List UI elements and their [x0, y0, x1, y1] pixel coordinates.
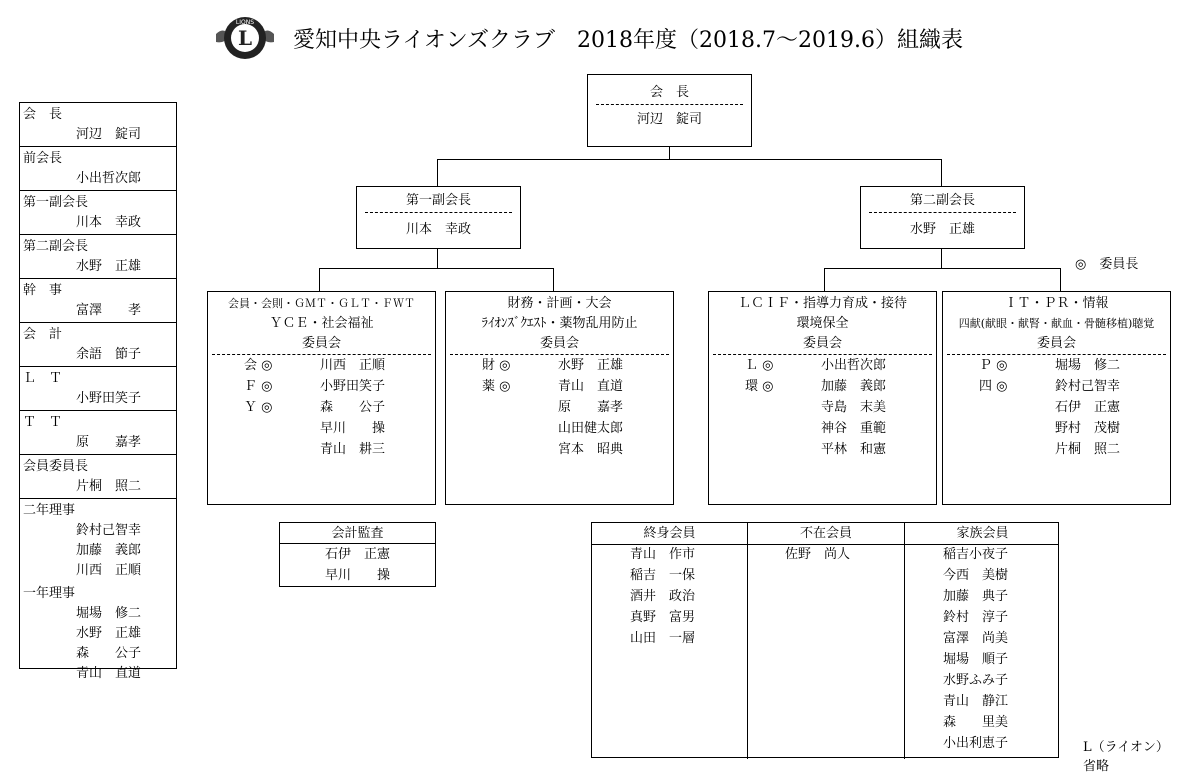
roster-group	[20, 411, 176, 455]
members-name: 今西 美樹	[943, 568, 1009, 583]
members-col-title: 家族会員	[956, 526, 1009, 541]
roster-group	[20, 279, 176, 323]
member-name: 寺島 末美	[821, 400, 887, 415]
members-table	[591, 522, 1059, 758]
committee-member	[943, 355, 1170, 376]
chair-mark: Ｌ ◎	[745, 358, 774, 373]
member-name: 小野田笑子	[320, 379, 386, 394]
committee-member	[446, 397, 673, 418]
president-name: 河辺 錠司	[636, 112, 702, 127]
roster-name: 余語 節子	[76, 347, 142, 362]
page-title	[0, 14, 1177, 62]
committee-member	[446, 439, 673, 460]
president-title: 会 長	[596, 75, 743, 105]
committee-title-line: 委員会	[1036, 336, 1076, 351]
roster-name: 富澤 孝	[76, 303, 142, 318]
committee-box	[445, 291, 674, 505]
committee-member	[709, 376, 936, 397]
committee-box	[207, 291, 436, 505]
roster-group	[20, 582, 176, 685]
roster-name: 原 嘉孝	[76, 435, 142, 450]
member-name: 野村 茂樹	[1055, 421, 1121, 436]
roster-role: 第一副会長	[23, 195, 89, 210]
committee-title-line: 財務・計画・大会	[507, 296, 612, 311]
members-name: 酒井 政治	[630, 589, 696, 604]
roster-name: 鈴村己智幸	[76, 523, 142, 538]
roster-role: 幹 事	[23, 283, 63, 298]
committee-member	[208, 376, 435, 397]
member-name: 小出哲次郎	[821, 358, 887, 373]
committee-member	[208, 418, 435, 439]
roster-name: 水野 正雄	[76, 259, 142, 274]
roster-group	[20, 103, 176, 147]
vice-president-2-name: 水野 正雄	[909, 222, 975, 237]
roster-group	[20, 455, 176, 499]
members-name: 森 里美	[943, 715, 1009, 730]
chair-mark: 薬 ◎	[482, 379, 511, 394]
committee-member	[709, 397, 936, 418]
roster-role: 第二副会長	[23, 239, 89, 254]
roster-group	[20, 147, 176, 191]
svg-text:LIONS: LIONS	[235, 19, 255, 26]
audit-name: 早川 操	[324, 568, 390, 583]
vice-president-2-title: 第二副会長	[869, 187, 1016, 213]
committee-box	[708, 291, 937, 505]
president-box	[587, 74, 752, 147]
committee-heading	[450, 292, 669, 355]
title-text: 愛知中央ライオンズクラブ 2018年度（2018.7～2019.6）組織表	[293, 27, 963, 53]
member-name: 堀場 修二	[1055, 358, 1121, 373]
roster-role: 会 長	[23, 107, 63, 122]
audit-title: 会計監査	[280, 523, 435, 544]
members-name: 山田 一層	[630, 631, 696, 646]
committee-member	[208, 397, 435, 418]
vice-president-1-name: 川本 幸政	[405, 222, 471, 237]
roster-name: 森 公子	[76, 646, 142, 661]
member-name: 平林 和憲	[821, 442, 887, 457]
member-name: 原 嘉孝	[558, 400, 624, 415]
roster-name: 加藤 義郎	[76, 543, 142, 558]
committee-heading	[947, 292, 1166, 355]
roster-role: 前会長	[23, 151, 63, 166]
members-name: 稲吉 一保	[630, 568, 696, 583]
members-name: 佐野 尚人	[785, 547, 851, 562]
member-name: 青山 耕三	[320, 442, 386, 457]
roster-group	[20, 191, 176, 235]
member-name: 加藤 義郎	[821, 379, 887, 394]
roster-name: 青山 直道	[76, 666, 142, 681]
roster-group	[20, 323, 176, 367]
member-name: 早川 操	[320, 421, 386, 436]
member-name: 鈴村己智幸	[1055, 379, 1121, 394]
roster-role: 二年理事	[23, 503, 76, 518]
roster-name: 堀場 修二	[76, 606, 142, 621]
roster-role: 一年理事	[23, 586, 76, 601]
members-name: 真野 富男	[630, 610, 696, 625]
committee-heading	[713, 292, 932, 355]
members-col-title: 不在会員	[799, 526, 852, 541]
roster-name: 川西 正順	[76, 563, 142, 578]
vice-president-1-box	[356, 186, 521, 249]
members-name: 水野ふみ子	[943, 673, 1009, 688]
audit-name: 石伊 正憲	[324, 547, 390, 562]
committee-title-line: ＹＣＥ・社会福祉	[269, 316, 374, 331]
chair-mark: 会 ◎	[244, 358, 273, 373]
roster-role: 会 計	[23, 327, 63, 342]
svg-text:L: L	[237, 26, 253, 50]
member-name: 神谷 重範	[821, 421, 887, 436]
roster-role: Ｌ Ｔ	[23, 371, 63, 386]
members-name: 青山 静江	[943, 694, 1009, 709]
roster-name: 小野田笑子	[76, 391, 142, 406]
committee-title-line: 委員会	[802, 336, 842, 351]
roster-name: 水野 正雄	[76, 626, 142, 641]
committee-member	[208, 439, 435, 460]
lions-logo-icon	[214, 14, 276, 62]
footnote: L（ライオン）省略	[1083, 740, 1169, 774]
vice-president-2-box	[860, 186, 1025, 249]
member-name: 山田健太郎	[558, 421, 624, 436]
chair-mark: 財 ◎	[482, 358, 511, 373]
chair-mark: 環 ◎	[745, 379, 774, 394]
committee-member	[709, 418, 936, 439]
audit-box	[279, 522, 436, 587]
members-name: 加藤 典子	[943, 589, 1009, 604]
committee-member	[943, 418, 1170, 439]
committee-title-line: 委員会	[539, 336, 579, 351]
committee-title-line: 環境保全	[796, 316, 849, 331]
roster-group	[20, 367, 176, 411]
committee-title-line: ﾗｲｵﾝｽﾞｸｴｽﾄ・薬物乱用防止	[481, 316, 638, 331]
members-name: 小出利恵子	[943, 736, 1009, 751]
committee-title-line: 会員・会則・ＧＭＴ・ＧＬＴ・ＦＷＴ	[228, 297, 415, 310]
member-name: 片桐 照二	[1055, 442, 1121, 457]
vice-president-1-title: 第一副会長	[365, 187, 512, 213]
roster-name: 片桐 照二	[76, 479, 142, 494]
committee-title-line: 委員会	[301, 336, 341, 351]
committee-title-line: ＬＣＩＦ・指導力育成・接待	[737, 296, 907, 311]
roster-table	[19, 102, 177, 681]
chair-mark: Ｆ ◎	[244, 379, 273, 394]
member-name: 川西 正順	[320, 358, 386, 373]
committee-member	[446, 355, 673, 376]
committee-member	[943, 397, 1170, 418]
committee-member	[709, 355, 936, 376]
roster-name: 小出哲次郎	[76, 171, 142, 186]
committee-member	[208, 355, 435, 376]
chair-mark: Ｙ ◎	[244, 400, 273, 415]
committee-member	[446, 418, 673, 439]
roster-name: 川本 幸政	[76, 215, 142, 230]
members-name: 稲吉小夜子	[943, 547, 1009, 562]
chair-mark: Ｐ ◎	[979, 358, 1008, 373]
committee-box	[942, 291, 1171, 505]
committee-member	[943, 439, 1170, 460]
members-name: 鈴村 淳子	[943, 610, 1009, 625]
member-name: 森 公子	[320, 400, 386, 415]
member-name: 石伊 正憲	[1055, 400, 1121, 415]
committee-title-line: 四献(献眼・献腎・献血・骨髄移植)聴覚	[958, 317, 1155, 330]
roster-role: 会員委員長	[23, 459, 89, 474]
members-name: 富澤 尚美	[943, 631, 1009, 646]
members-col-title: 終身会員	[643, 526, 696, 541]
members-name: 堀場 順子	[943, 652, 1009, 667]
committee-member	[943, 376, 1170, 397]
roster-name: 河辺 錠司	[76, 127, 142, 142]
roster-role: Ｔ Ｔ	[23, 415, 63, 430]
committee-heading	[212, 292, 431, 355]
roster-group	[20, 499, 176, 582]
member-name: 宮本 昭典	[558, 442, 624, 457]
committee-title-line: ＩＴ・ＰＲ・情報	[1004, 296, 1109, 311]
chair-mark: 四 ◎	[979, 379, 1008, 394]
members-name: 青山 作市	[630, 547, 696, 562]
member-name: 青山 直道	[558, 379, 624, 394]
committee-member	[709, 439, 936, 460]
roster-group	[20, 235, 176, 279]
member-name: 水野 正雄	[558, 358, 624, 373]
chair-legend: ◎ 委員長	[1075, 257, 1139, 272]
committee-member	[446, 376, 673, 397]
